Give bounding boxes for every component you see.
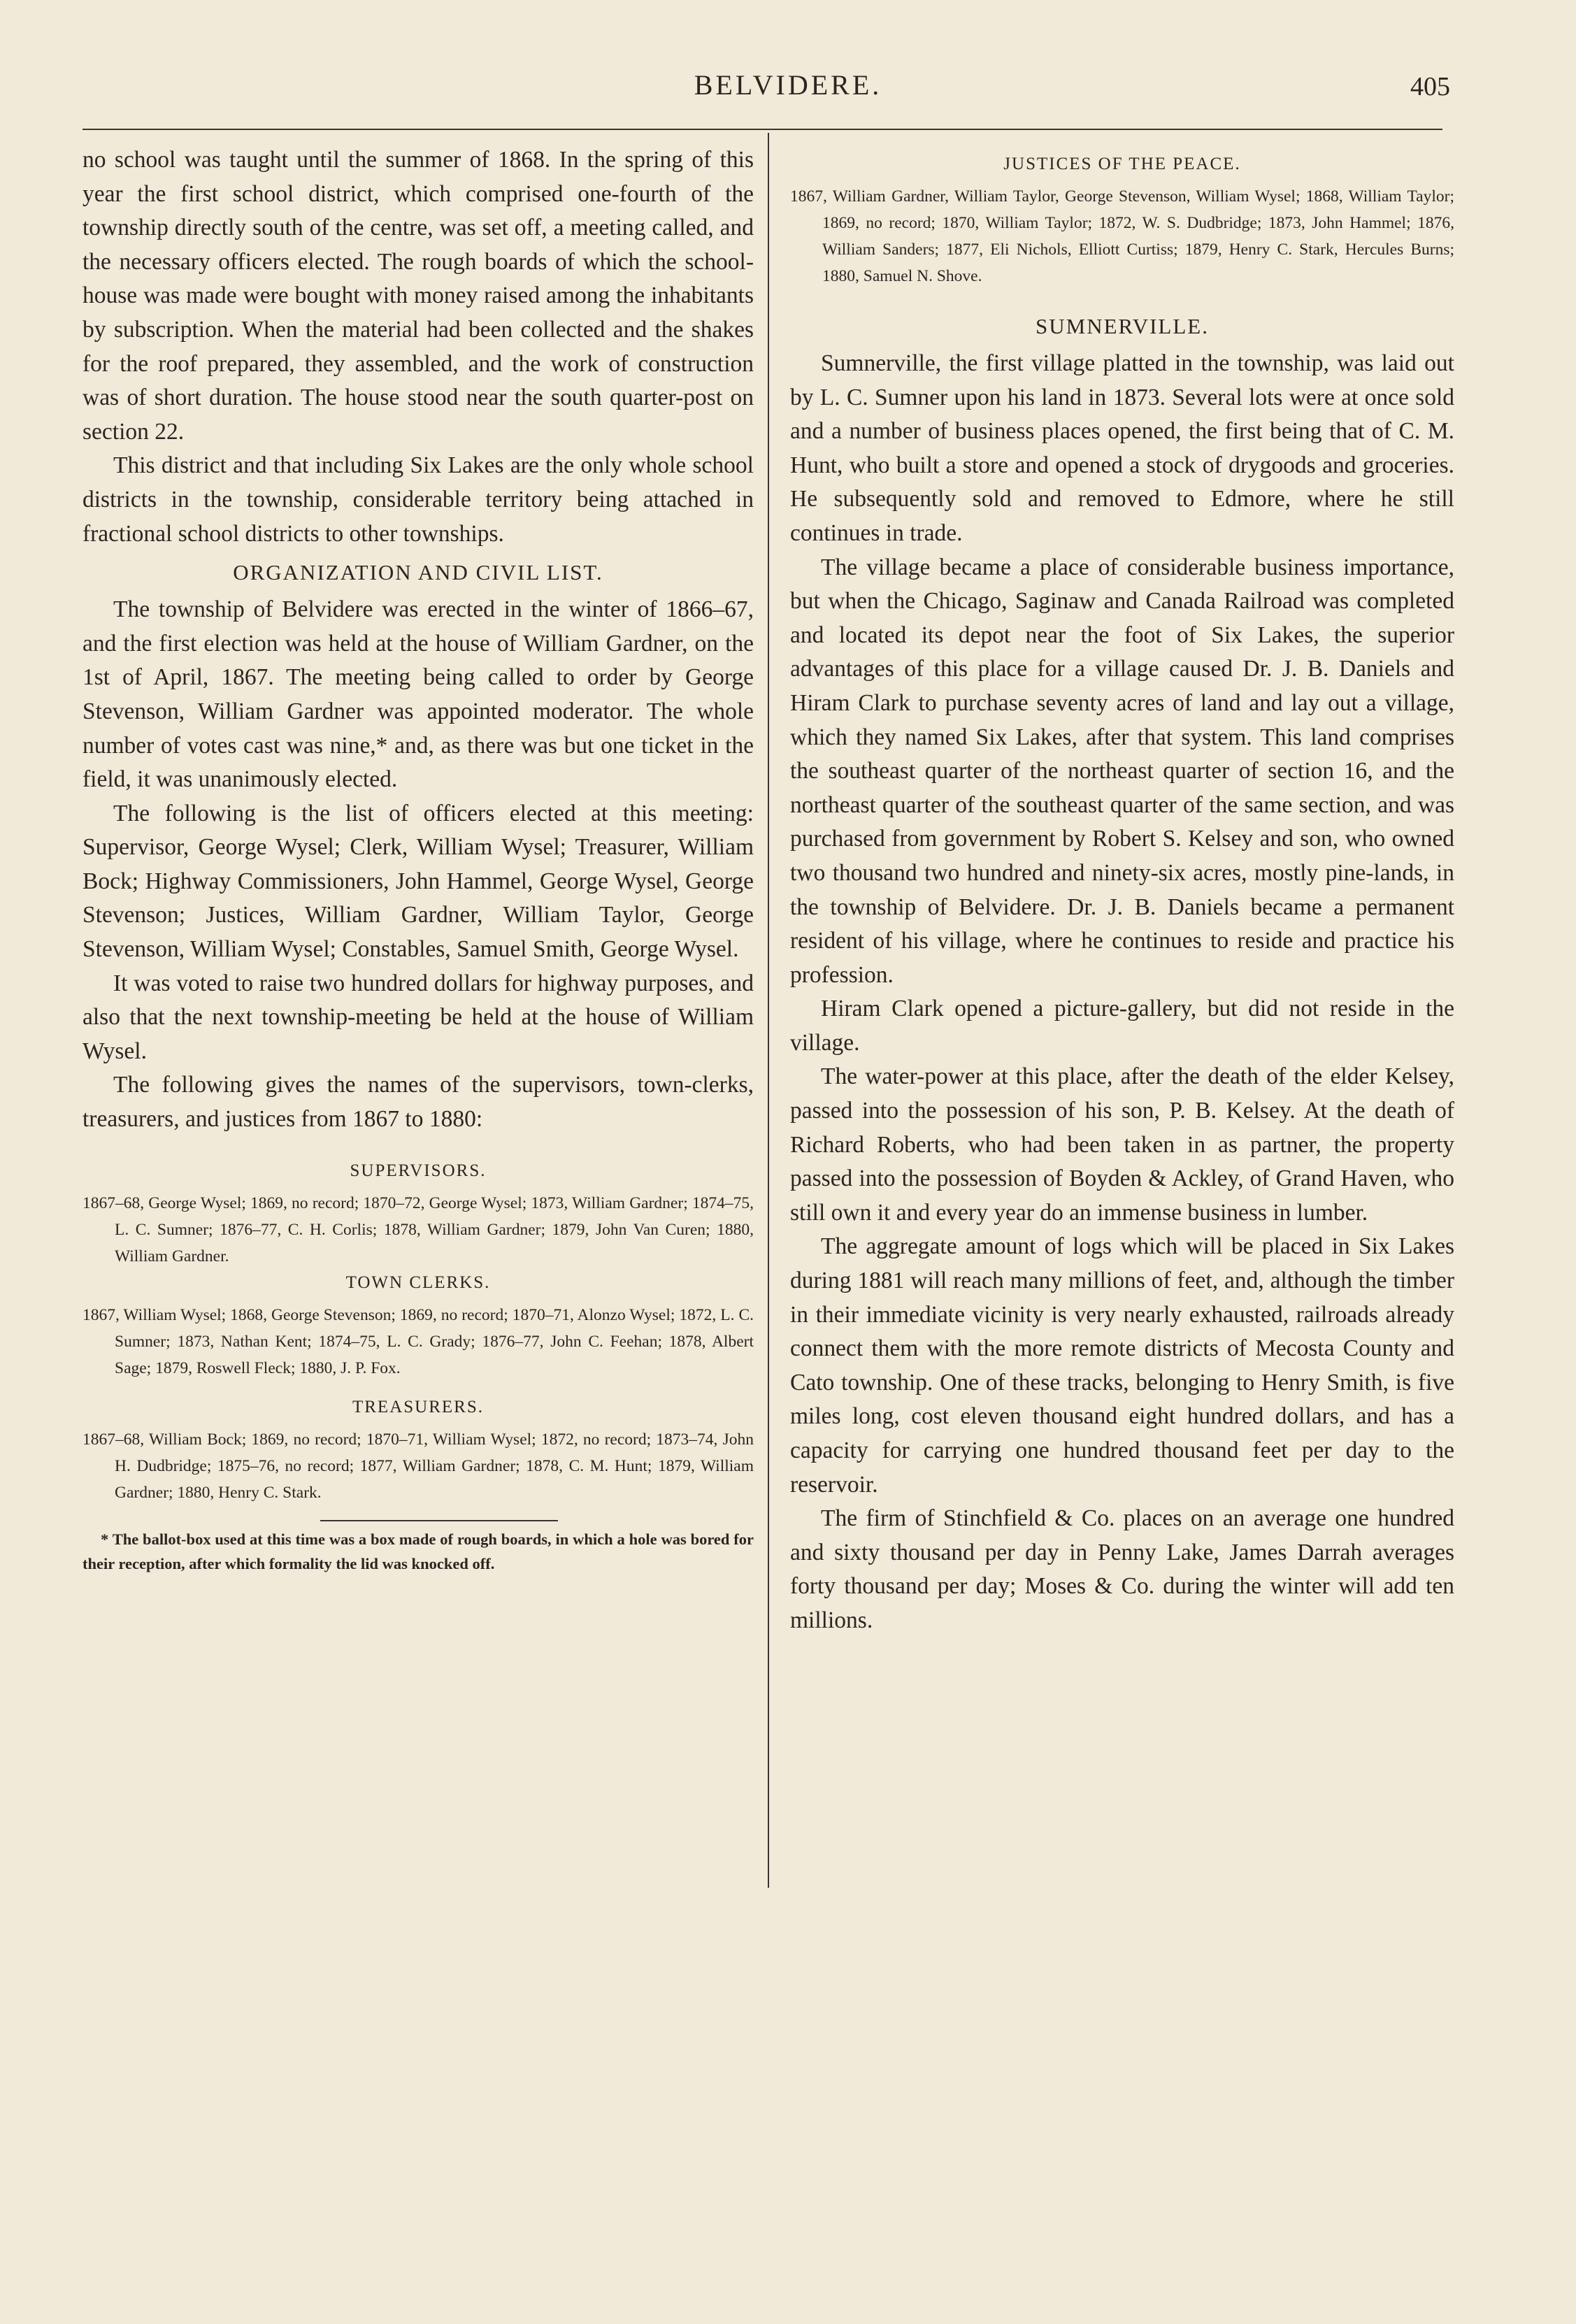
treasurers-list: 1867–68, William Bock; 1869, no record; 1870–71, William Wysel; 1872, no record; 1873–74, John H. Dudbridge; 1875–76, no record; 1877, William Gardner; 1878, C. M. Hunt; 1879, William Gardner; 1880, Henry C. Stark. xyxy=(83,1430,754,1502)
list-heading-supervisors: SUPERVISORS. xyxy=(350,1161,487,1180)
footnote: * The ballot-box used at this time was a box made of rough boards, in which a hole was bored for their reception, after which formality the lid was knocked off. xyxy=(83,1530,754,1572)
paragraph: Hiram Clark opened a picture-gallery, but did not reside in the village. xyxy=(790,996,1454,1056)
list-heading-justices: JUSTICES OF THE PEACE. xyxy=(1003,155,1241,173)
page-number: 405 xyxy=(1410,72,1450,101)
list-heading-town-clerks: TOWN CLERKS. xyxy=(345,1272,491,1292)
list-heading-treasurers: TREASURERS. xyxy=(352,1397,484,1416)
column-divider xyxy=(768,133,769,1888)
paragraph: It was voted to raise two hundred dollars for highway purposes, and also that the next township-meeting be held at the house of William Wysel. xyxy=(83,970,754,1064)
right-column xyxy=(790,148,1454,1638)
footnote-rule xyxy=(320,1520,558,1521)
paragraph: The following gives the names of the supervisors, town-clerks, treasurers, and justices from 1867 to 1880: xyxy=(83,1072,754,1133)
paragraph: The firm of Stinchfield & Co. places on an average one hundred and sixty thousand per day in Penny Lake, James Darrah averages forty thousand per day; Moses & Co. during the winter will add ten millions. xyxy=(790,1505,1454,1633)
section-heading-sumnerville: SUMNERVILLE. xyxy=(1036,314,1209,338)
paragraph: The village became a place of considerable business importance, but when the Chicago, Saginaw and Canada Railroad was completed and located its depot near the foot of Six Lakes, the superior advantages of this place for a village caused Dr. J. B. Daniels and Hiram Clark to purchase seventy acres of land and lay out a village, which they named Six Lakes, after that system. This land comprises the southeast quarter of the northeast quarter of section 16, and the northeast quarter of the southeast quarter of the same section, and was purchased from government by Robert S. Kelsey and son, who owned two thousand two hundred and ninety-six acres, mostly pine-lands, in the township of Belvidere. Dr. J. B. Daniels became a permanent resident of his village, where he continues to reside and practice his profession. xyxy=(790,554,1454,988)
paragraph: This district and that including Six Lakes are the only whole school districts in the township, considerable territory being attached in fractional school districts to other townships. xyxy=(83,452,754,547)
paragraph: The following is the list of officers elected at this meeting: Supervisor, George Wysel; Clerk, William Wysel; Treasurer, William Bock; Highway Commissioners, John Hammel, George Wysel, George Stevenson; Justices, William Gardner, William Taylor, George Stevenson, William Wysel; Constables, Samuel Smith, George Wysel. xyxy=(83,800,754,963)
running-head: BELVIDERE. xyxy=(694,69,882,101)
justices-list: 1867, William Gardner, William Taylor, George Stevenson, William Wysel; 1868, William Taylor; 1869, no record; 1870, William Taylor; 1872, W. S. Dudbridge; 1873, John Hammel; 1876, William Sanders; 1877, Eli Nichols, Elliott Curtiss; 1879, Henry C. Stark, Hercules Burns; 1880, Samuel N. Shove. xyxy=(790,187,1454,285)
supervisors-list: 1867–68, George Wysel; 1869, no record; 1870–72, George Wysel; 1873, William Gardner; 1874–75, L. C. Sumner; 1876–77, C. H. Corlis; 1878, William Gardner; 1879, John Van Curen; 1880, William Gardner. xyxy=(83,1193,754,1265)
paragraph: Sumnerville, the first village platted in the township, was laid out by L. C. Sumner upon his land in 1873. Several lots were at once sold and a number of business places opened, the first being that of C. M. Hunt, who built a store and opened a stock of drygoods and groceries. He subsequently sold and removed to Edmore, where he still continues in trade. xyxy=(790,350,1454,546)
paragraph: The water-power at this place, after the death of the elder Kelsey, passed into the possession of his son, P. B. Kelsey. At the death of Richard Roberts, who had been taken in as partner, the property passed into the possession of Boyden & Ackley, of Grand Haven, who still own it and every year do an immense business in lumber. xyxy=(790,1063,1454,1226)
town-clerks-list: 1867, William Wysel; 1868, George Stevenson; 1869, no record; 1870–71, Alonzo Wysel; 1872, L. C. Sumner; 1873, Nathan Kent; 1874–75, L. C. Grady; 1876–77, John C. Feehan; 1878, Albert Sage; 1879, Roswell Fleck; 1880, J. P. Fox. xyxy=(83,1305,754,1377)
paragraph: The aggregate amount of logs which will be placed in Six Lakes during 1881 will reach many millions of feet, and, although the timber in their immediate vicinity is very nearly exhausted, railroads already connect them with the more remote districts of Mecosta County and Cato township. One of these tracks, belonging to Henry Smith, is five miles long, cost eleven thousand eight hundred dollars, and has a capacity for carrying one hundred thousand feet per day to the reservoir. xyxy=(790,1233,1454,1498)
paragraph: no school was taught until the summer of 1868. In the spring of this year the first school district, which comprised one-fourth of the township directly south of the centre, was set off, a meeting called, and the necessary officers elected. The rough boards of which the school-house was made were bought with money raised among the inhabitants by subscription. When the material had been collected and the shakes for the roof prepared, they assembled, and the work of construction was of short duration. The house stood near the south quarter-post on section 22. xyxy=(83,147,754,445)
left-column xyxy=(83,143,754,1576)
section-heading-organization: ORGANIZATION AND CIVIL LIST. xyxy=(233,560,603,585)
header-rule xyxy=(83,129,1442,130)
paragraph: The township of Belvidere was erected in the winter of 1866–67, and the first election was held at the house of William Gardner, on the 1st of April, 1867. The meeting being called to order by George Stevenson, William Gardner was appointed moderator. The whole number of votes cast was nine,* and, as there was but one ticket in the field, it was unanimously elected. xyxy=(83,596,754,793)
